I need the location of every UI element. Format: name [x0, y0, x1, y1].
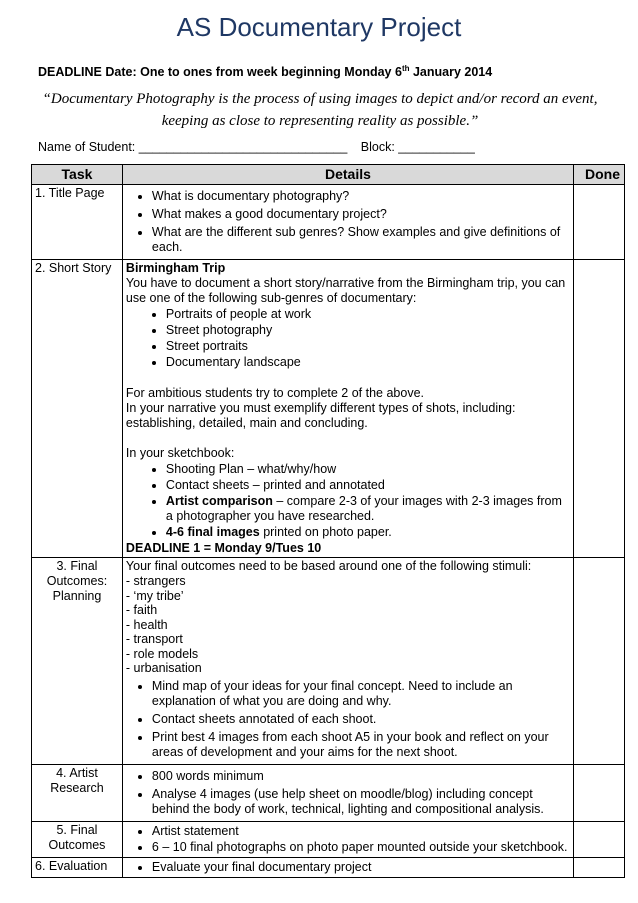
- details-cell: [122, 260, 573, 558]
- list-item: • Documentary landscape: [166, 355, 570, 370]
- details-cell: [122, 185, 573, 260]
- stimuli-intro: Your final outcomes need to be based around one of the following stimuli:: [125, 559, 532, 573]
- list-item: - urbanisation: [125, 661, 202, 675]
- list-item: • Print best 4 images from each shoot A5 in your book and reflect on your areas of development and your aims for the next shoot.: [152, 730, 570, 760]
- task-table: [31, 164, 625, 878]
- item-text: printed on photo paper.: [259, 525, 392, 539]
- definition-quote: “Documentary Photography is the process of using images to depict and/or record an event, keeping as close to representing reality as possible.”: [42, 91, 598, 129]
- task-cell: 4. Artist Research: [32, 764, 123, 821]
- page-title: AS Documentary Project: [176, 12, 462, 42]
- bold-term: 4-6 final images: [165, 525, 260, 539]
- done-checkbox-cell[interactable]: [574, 764, 625, 821]
- table-row: [32, 821, 625, 857]
- table-row: [32, 185, 625, 260]
- list-item: • Artist statement: [152, 824, 570, 839]
- deadline-tail: January 2014: [409, 65, 493, 80]
- list-item: • What are the different sub genres? Show examples and give definitions of each.: [152, 225, 570, 255]
- bullet-list: [126, 189, 570, 255]
- task-cell: 3. Final Outcomes: Planning: [32, 558, 123, 765]
- task-cell: 6. Evaluation: [32, 857, 123, 877]
- trip-heading: Birmingham Trip: [125, 261, 226, 275]
- sketchbook-list: [126, 462, 570, 540]
- genre-list: [126, 307, 570, 370]
- list-item: - health: [125, 617, 168, 632]
- details-cell: [122, 764, 573, 821]
- deadline-line: [38, 64, 492, 79]
- stimuli-list: [126, 574, 570, 676]
- ambitious-text: For ambitious students try to complete 2 of the above.: [125, 386, 424, 400]
- list-item: - strangers: [125, 574, 186, 588]
- trip-intro: You have to document a short story/narrative from the Birmingham trip, you can use one of the following sub-genres of documentary:: [125, 276, 566, 305]
- details-cell: [122, 821, 573, 857]
- list-item: • Street photography: [166, 323, 570, 338]
- list-item: • Contact sheets – printed and annotated: [166, 478, 570, 493]
- list-item: • Shooting Plan – what/why/how: [166, 462, 570, 477]
- list-item: • Evaluate your final documentary project: [152, 860, 570, 875]
- list-item: • Analyse 4 images (use help sheet on moodle/blog) including concept behind the body of work, technical, lighting and compositional analysis.: [152, 787, 570, 817]
- list-item: • Street portraits: [166, 339, 570, 354]
- list-item: [166, 525, 570, 540]
- list-item: • What makes a good documentary project?: [152, 207, 570, 222]
- list-item: • 6 – 10 final photographs on photo paper mounted outside your sketchbook.: [152, 840, 570, 855]
- done-checkbox-cell[interactable]: [574, 857, 625, 877]
- bullet-list: [126, 860, 570, 875]
- task-cell: 5. Final Outcomes: [32, 821, 123, 857]
- block-label: Block: ___________: [360, 140, 475, 154]
- bullet-list: [126, 824, 570, 855]
- done-checkbox-cell[interactable]: [574, 558, 625, 765]
- bullet-list: [126, 769, 570, 817]
- bold-term: Artist comparison: [165, 494, 273, 508]
- list-item: • What is documentary photography?: [152, 189, 570, 204]
- table-header-row: [32, 165, 625, 185]
- list-item: - transport: [125, 632, 183, 646]
- table-row: [32, 558, 625, 765]
- deadline-text: DEADLINE Date: One to ones from week beginning Monday 6: [38, 65, 402, 80]
- table-row: [32, 764, 625, 821]
- details-cell: [122, 857, 573, 877]
- task-cell: 2. Short Story: [32, 260, 123, 558]
- list-item: - role models: [125, 646, 199, 661]
- table-row: [32, 857, 625, 877]
- list-item: • Contact sheets annotated of each shoot.: [152, 712, 570, 727]
- header-details: Details: [122, 165, 573, 185]
- student-name-label: Name of Student: ______________________________: [38, 140, 348, 154]
- sketchbook-label: In your sketchbook:: [125, 446, 235, 460]
- item-text: – compare 2-3 of your images with 2-3 images from a photographer you have researched.: [165, 494, 562, 523]
- narrative-text: In your narrative you must exemplify different types of shots, including: establishing, detailed, main and concluding.: [125, 401, 516, 430]
- deadline-1: DEADLINE 1 = Monday 9/Tues 10: [125, 541, 322, 555]
- bullet-list: [126, 679, 570, 760]
- list-item: • Portraits of people at work: [166, 307, 570, 322]
- student-line: [38, 140, 485, 154]
- done-checkbox-cell[interactable]: [574, 260, 625, 558]
- header-done: Done: [574, 165, 625, 185]
- table-row: [32, 260, 625, 558]
- list-item: [166, 494, 570, 524]
- list-item: - faith: [125, 603, 158, 617]
- list-item: - ‘my tribe’: [125, 588, 184, 603]
- done-checkbox-cell[interactable]: [574, 185, 625, 260]
- header-task: Task: [32, 165, 123, 185]
- list-item: • 800 words minimum: [152, 769, 570, 784]
- done-checkbox-cell[interactable]: [574, 821, 625, 857]
- details-cell: [122, 558, 573, 765]
- task-cell: 1. Title Page: [32, 185, 123, 260]
- list-item: • Mind map of your ideas for your final concept. Need to include an explanation of what you are doing and why.: [152, 679, 570, 709]
- deadline-sup: th: [401, 64, 410, 73]
